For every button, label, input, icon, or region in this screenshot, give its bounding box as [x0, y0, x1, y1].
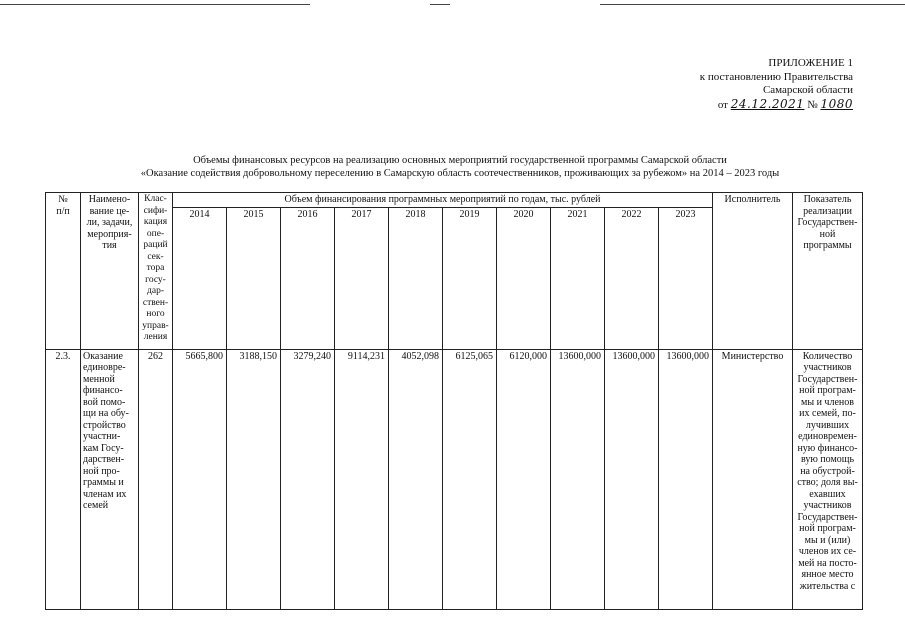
row-value: 6125,065	[443, 349, 497, 609]
row-value: 3188,150	[227, 349, 281, 609]
table-row	[46, 349, 863, 609]
row-value: 3279,240	[281, 349, 335, 609]
appendix-title: ПРИЛОЖЕНИЕ 1	[768, 57, 853, 69]
header-year: 2016	[281, 207, 335, 349]
financing-table	[45, 192, 863, 610]
handwritten-number: 1080	[820, 96, 853, 111]
header-year: 2019	[443, 207, 497, 349]
handwritten-date: 24.12.2021	[730, 96, 805, 111]
header-year: 2015	[227, 207, 281, 349]
row-value: 6120,000	[497, 349, 551, 609]
row-value: 13600,000	[605, 349, 659, 609]
row-name: Оказание единовре- менной финансо- вой помо- щи на обу- стройство участни- кам Госу- дарствен- ной про- граммы и членам их семей	[81, 349, 139, 609]
header-year: 2017	[335, 207, 389, 349]
header-year: 2022	[605, 207, 659, 349]
row-value: 9114,231	[335, 349, 389, 609]
header-num: № п/п	[46, 193, 81, 350]
row-num: 2.3.	[46, 349, 81, 609]
table-header-row-1	[46, 193, 863, 208]
header-year: 2018	[389, 207, 443, 349]
row-value: 5665,800	[173, 349, 227, 609]
header-year: 2014	[173, 207, 227, 349]
row-classification: 262	[139, 349, 173, 609]
appendix-line1: к постановлению Правительства	[699, 70, 853, 83]
appendix-date-line	[593, 98, 853, 113]
header-year: 2021	[551, 207, 605, 349]
header-indicator: Показатель реализации Государствен- ной программы	[793, 193, 863, 350]
top-rule-right	[600, 4, 905, 5]
header-year: 2023	[659, 207, 713, 349]
top-rule-mid	[430, 4, 450, 5]
header-funding: Объем финансирования программных мероприятий по годам, тыс. рублей	[173, 193, 713, 208]
row-indicator: Количество участников Государствен- ной програм- мы и членов их семей, по- лучивших единовремен- ную финансо- вую помощь на обустрой- ство; доля вы- ехавших участников Государствен- ной програм- мы и (или) членов их се- мей на посто- янное место жительства с	[793, 349, 863, 609]
appendix-line2: Самарской области	[762, 84, 853, 96]
header-executor: Исполнитель	[713, 193, 793, 350]
document-heading	[80, 155, 840, 180]
heading-line2: «Оказание содействия добровольному переселению в Самарскую область соотечественников, проживающих за рубежом» на 2014 – 2023 годы	[140, 167, 780, 179]
heading-line1: Объемы финансовых ресурсов на реализацию основных мероприятий государственной программы Самарской области	[193, 155, 727, 166]
top-rule-left	[0, 4, 310, 5]
row-executor: Министерство	[713, 349, 793, 609]
number-prefix: №	[807, 98, 818, 111]
header-year: 2020	[497, 207, 551, 349]
row-value: 4052,098	[389, 349, 443, 609]
header-name: Наимено- вание це- ли, задачи, мероприя- тия	[81, 193, 139, 350]
row-value: 13600,000	[551, 349, 605, 609]
date-prefix: от	[717, 98, 728, 111]
appendix-block	[593, 57, 853, 112]
header-classification: Клас- сифи- кация опе- раций сек- тора госу- дар- ствен- ного управ- ления	[139, 193, 173, 350]
row-value: 13600,000	[659, 349, 713, 609]
